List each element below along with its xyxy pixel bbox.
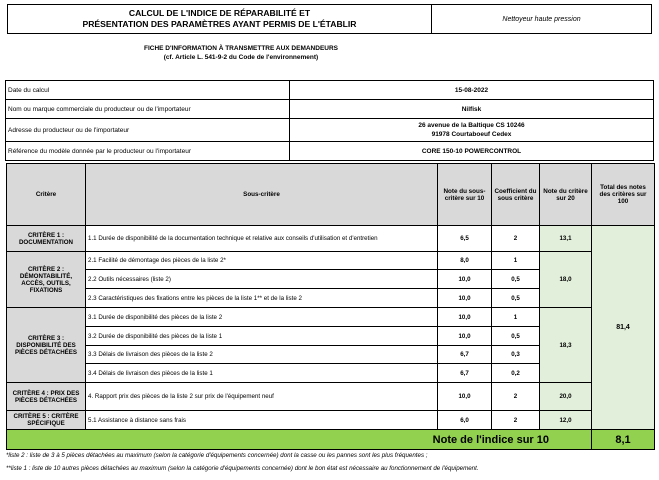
table-row	[7, 383, 655, 411]
criterion-4-name: CRITÈRE 4 : PRIX DES PIÈCES DÉTACHÉES	[7, 383, 86, 411]
table-row	[7, 226, 655, 252]
subcriterion-note: 6,0	[438, 411, 492, 430]
address-value	[290, 119, 654, 142]
final-score-value: 8,1	[592, 430, 655, 450]
header-row	[7, 164, 655, 226]
subcriterion-coef: 1	[492, 308, 540, 327]
subcriterion-coef: 0,5	[492, 270, 540, 289]
subcriterion-label: 2.3 Caractéristiques des fixations entre les pièces de la liste 1** et de la liste 2	[86, 289, 438, 308]
criterion-3-name: CRITÈRE 3 : DISPONIBILITÉ DES PIÈCES DÉTACHÉES	[7, 308, 86, 383]
address-line-2: 91978 Courtaboeuf Cedex	[431, 131, 512, 138]
subcriterion-label: 3.2 Durée de disponibilité des pièces de la liste 1	[86, 327, 438, 346]
table-row	[7, 308, 655, 327]
subcriterion-coef: 2	[492, 226, 540, 252]
subcriterion-label: 1.1 Durée de disponibilité de la documentation technique et relative aux conseils d'utilisation et d'entretien	[86, 226, 438, 252]
subcriterion-note: 10,0	[438, 270, 492, 289]
subcriterion-label: 2.2 Outils nécessaires (liste 2)	[86, 270, 438, 289]
criteria-table	[6, 163, 655, 450]
header-critere: Critère	[7, 164, 86, 226]
address-line-1: 26 avenue de la Baltique CS 10246	[418, 122, 525, 129]
subcriterion-note: 6,7	[438, 346, 492, 364]
header-coef: Coefficient du sous critère	[492, 164, 540, 226]
criterion-1-name: CRITÈRE 1 : DOCUMENTATION	[7, 226, 86, 252]
subcriterion-coef: 0,3	[492, 346, 540, 364]
subcriterion-coef: 1	[492, 252, 540, 270]
header-total: Total des notes des critères sur 100	[592, 164, 655, 226]
footnote-2: **liste 1 : liste de 10 autres pièces détachées au maximum (selon la catégorie d'équipements concernée) dont le bon état est nécessaire au fonctionnement de l'équipement.	[6, 465, 479, 472]
info-row-date	[6, 81, 654, 100]
subcriterion-label: 5.1 Assistance à distance sans frais	[86, 411, 438, 430]
header-note-critere: Note du critère sur 20	[540, 164, 592, 226]
subcriterion-coef: 0,5	[492, 327, 540, 346]
subcriterion-label: 3.4 Délais de livraison des pièces de la liste 1	[86, 364, 438, 383]
footnote-1: *liste 2 : liste de 3 à 5 pièces détachées au maximum (selon la catégorie d'équipements concernée) dont la casse ou les pannes sont les plus fréquentes ;	[6, 452, 428, 459]
info-row-address	[6, 119, 654, 142]
criterion-4-note: 20,0	[540, 383, 592, 411]
subcriterion-label: 4. Rapport prix des pièces de la liste 2 sur prix de l'équipement neuf	[86, 383, 438, 411]
product-type-box	[431, 4, 652, 34]
subcriterion-label: 3.1 Durée de disponibilité des pièces de la liste 2	[86, 308, 438, 327]
subcriterion-note: 10,0	[438, 383, 492, 411]
info-row-model	[6, 142, 654, 161]
criterion-3-note: 18,3	[540, 308, 592, 383]
subcriterion-note: 10,0	[438, 327, 492, 346]
criterion-2-note: 18,0	[540, 252, 592, 308]
subcriterion-note: 6,5	[438, 226, 492, 252]
title-line-1: CALCUL DE L'INDICE DE RÉPARABILITÉ ET	[128, 8, 311, 18]
subcriterion-note: 10,0	[438, 289, 492, 308]
total-score: 81,4	[592, 226, 655, 430]
subcriterion-coef: 0,2	[492, 364, 540, 383]
subcriterion-note: 10,0	[438, 308, 492, 327]
info-table	[5, 80, 654, 161]
fiche-heading	[126, 44, 356, 62]
brand-label: Nom ou marque commerciale du producteur ou de l'importateur	[6, 100, 290, 119]
fiche-line-2: (cf. Article L. 541-9-2 du Code de l'environnement)	[163, 54, 319, 61]
model-label: Référence du modèle donnée par le producteur ou l'importateur	[6, 142, 290, 161]
criterion-1-note: 13,1	[540, 226, 592, 252]
brand-value: Nilfisk	[290, 100, 654, 119]
model-value: CORE 150-10 POWERCONTROL	[290, 142, 654, 161]
final-score-row	[7, 430, 655, 450]
subcriterion-coef: 2	[492, 383, 540, 411]
criterion-2-name: CRITÈRE 2 : DÉMONTABILITÉ, ACCÈS, OUTILS, FIXATIONS	[7, 252, 86, 308]
date-label: Date du calcul	[6, 81, 290, 100]
date-value: 15-08-2022	[290, 81, 654, 100]
subcriterion-label: 3.3 Délais de livraison des pièces de la liste 2	[86, 346, 438, 364]
subcriterion-coef: 2	[492, 411, 540, 430]
subcriterion-note: 8,0	[438, 252, 492, 270]
subcriterion-coef: 0,5	[492, 289, 540, 308]
info-row-brand	[6, 100, 654, 119]
subcriterion-note: 6,7	[438, 364, 492, 383]
criterion-5-name: CRITÈRE 5 : CRITÈRE SPÉCIFIQUE	[7, 411, 86, 430]
table-row	[7, 252, 655, 270]
header-note-sous: Note du sous-critère sur 10	[438, 164, 492, 226]
header-sous-critere: Sous-critère	[86, 164, 438, 226]
table-row	[7, 411, 655, 430]
product-type: Nettoyeur haute pression	[502, 15, 581, 23]
address-label: Adresse du producteur ou de l'importateur	[6, 119, 290, 142]
title-line-2: PRÉSENTATION DES PARAMÈTRES AYANT PERMIS DE L'ÉTABLIR	[82, 19, 357, 29]
fiche-line-1: FICHE D'INFORMATION À TRANSMETTRE AUX DEMANDEURS	[143, 45, 338, 52]
criterion-5-note: 12,0	[540, 411, 592, 430]
title-box	[7, 4, 432, 34]
subcriterion-label: 2.1 Facilité de démontage des pièces de la liste 2*	[86, 252, 438, 270]
final-score-label: Note de l'indice sur 10	[7, 430, 592, 450]
